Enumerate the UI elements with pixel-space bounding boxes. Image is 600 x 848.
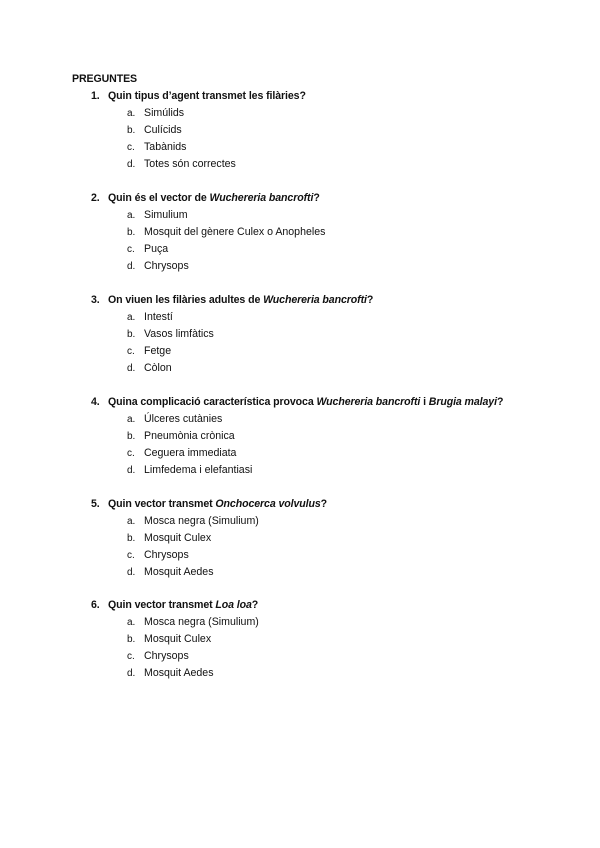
question-text: ? — [320, 498, 328, 510]
option-letter: b. — [127, 227, 136, 238]
question-number: 1. — [91, 90, 100, 102]
answer-option — [127, 464, 252, 476]
option-text: Chrysops — [144, 260, 189, 272]
question-species-name: Wuchereria bancrofti — [209, 192, 314, 204]
option-text: Intestí — [144, 311, 173, 323]
answer-option — [127, 107, 184, 119]
option-text: Mosquit Culex — [144, 633, 212, 645]
answer-option — [127, 549, 189, 561]
option-text: Culícids — [144, 124, 182, 136]
option-text: Chrysops — [144, 650, 189, 662]
option-letter: a. — [127, 312, 136, 323]
question-species-name: Brugia malayi — [428, 396, 497, 408]
option-text: Mosca negra (Simulium) — [144, 616, 259, 628]
answer-option — [127, 345, 171, 357]
answer-option — [127, 515, 259, 527]
question-species-name: Onchocerca volvulus — [215, 498, 321, 510]
option-letter: c. — [127, 651, 135, 662]
question-text: ? — [313, 192, 320, 204]
answer-option — [127, 243, 168, 255]
answer-option — [127, 532, 211, 544]
answer-option — [127, 650, 189, 662]
option-letter: d. — [127, 567, 136, 578]
option-text: Chrysops — [144, 549, 189, 561]
option-letter: a. — [127, 516, 136, 527]
answer-option — [127, 447, 236, 459]
question-text: ? — [496, 396, 504, 408]
option-letter: a. — [127, 108, 136, 119]
option-text: Totes són correctes — [144, 158, 236, 170]
option-text: Còlon — [144, 362, 172, 374]
option-text: Mosquit Aedes — [144, 667, 214, 679]
question-number: 2. — [91, 192, 100, 204]
option-letter: a. — [127, 210, 136, 221]
answer-option — [127, 328, 214, 340]
question-species-name: Loa loa — [215, 599, 252, 611]
answer-option — [127, 311, 173, 323]
question-text: Quina complicació característica provoca — [108, 396, 317, 408]
question-text: ? — [366, 294, 374, 306]
option-letter: c. — [127, 448, 135, 459]
option-text: Pneumònia crònica — [144, 430, 235, 442]
option-letter: c. — [127, 244, 135, 255]
question-text: i — [420, 396, 429, 408]
question-text: On viuen les filàries adultes de — [108, 294, 264, 306]
answer-option — [127, 158, 236, 170]
question-species-name: Wuchereria bancrofti — [316, 396, 421, 408]
option-letter: c. — [127, 142, 135, 153]
option-letter: c. — [127, 346, 135, 357]
option-letter: b. — [127, 125, 136, 136]
answer-option — [127, 566, 214, 578]
option-text: Vasos limfàtics — [144, 328, 214, 340]
option-letter: d. — [127, 159, 136, 170]
answer-option — [127, 430, 235, 442]
question-text: Quin vector transmet — [108, 498, 216, 510]
option-text: Mosquit Aedes — [144, 566, 214, 578]
option-text: Simúlids — [144, 107, 185, 119]
answer-option — [127, 633, 211, 645]
option-letter: d. — [127, 668, 136, 679]
answer-option — [127, 362, 172, 374]
option-letter: d. — [127, 261, 136, 272]
question-species-name: Wuchereria bancrofti — [263, 294, 367, 306]
question-number: 6. — [91, 599, 100, 611]
question-text: Quin és el vector de — [108, 192, 210, 204]
answer-option — [127, 260, 189, 272]
answer-option — [127, 124, 182, 136]
option-letter: b. — [127, 634, 136, 645]
option-letter: b. — [127, 533, 136, 544]
question-text: ? — [251, 599, 259, 611]
option-text: Simulium — [144, 209, 188, 221]
question-number: 3. — [91, 294, 100, 306]
question-6-title — [91, 599, 258, 611]
option-text: Limfedema i elefantiasi — [144, 464, 253, 476]
answer-option — [127, 667, 214, 679]
option-text: Puça — [144, 243, 169, 255]
question-number: 5. — [91, 498, 100, 510]
option-letter: a. — [127, 617, 136, 628]
option-letter: b. — [127, 431, 136, 442]
option-text: Mosquit del gènere Culex o Anopheles — [144, 226, 326, 238]
option-letter: a. — [127, 414, 136, 425]
question-5-title — [91, 498, 327, 510]
option-letter: b. — [127, 329, 136, 340]
question-2-title — [91, 192, 320, 204]
option-letter: d. — [127, 363, 136, 374]
answer-option — [127, 226, 325, 238]
question-3-title — [91, 294, 373, 306]
option-text: Fetge — [144, 345, 172, 357]
question-text: Quin tipus d’agent transmet les filàries? — [108, 90, 306, 102]
option-text: Úlceres cutànies — [144, 413, 223, 425]
option-letter: c. — [127, 550, 135, 561]
answer-option — [127, 209, 188, 221]
answer-option — [127, 616, 259, 628]
page-heading: PREGUNTES — [72, 73, 138, 85]
answer-option — [127, 413, 222, 425]
question-text: Quin vector transmet — [108, 599, 216, 611]
question-1-title — [91, 90, 306, 102]
answer-option — [127, 141, 186, 153]
option-text: Mosca negra (Simulium) — [144, 515, 259, 527]
option-text: Mosquit Culex — [144, 532, 212, 544]
option-letter: d. — [127, 465, 136, 476]
question-number: 4. — [91, 396, 100, 408]
option-text: Tabànids — [144, 141, 187, 153]
question-4-title — [91, 396, 503, 408]
option-text: Ceguera immediata — [144, 447, 237, 459]
